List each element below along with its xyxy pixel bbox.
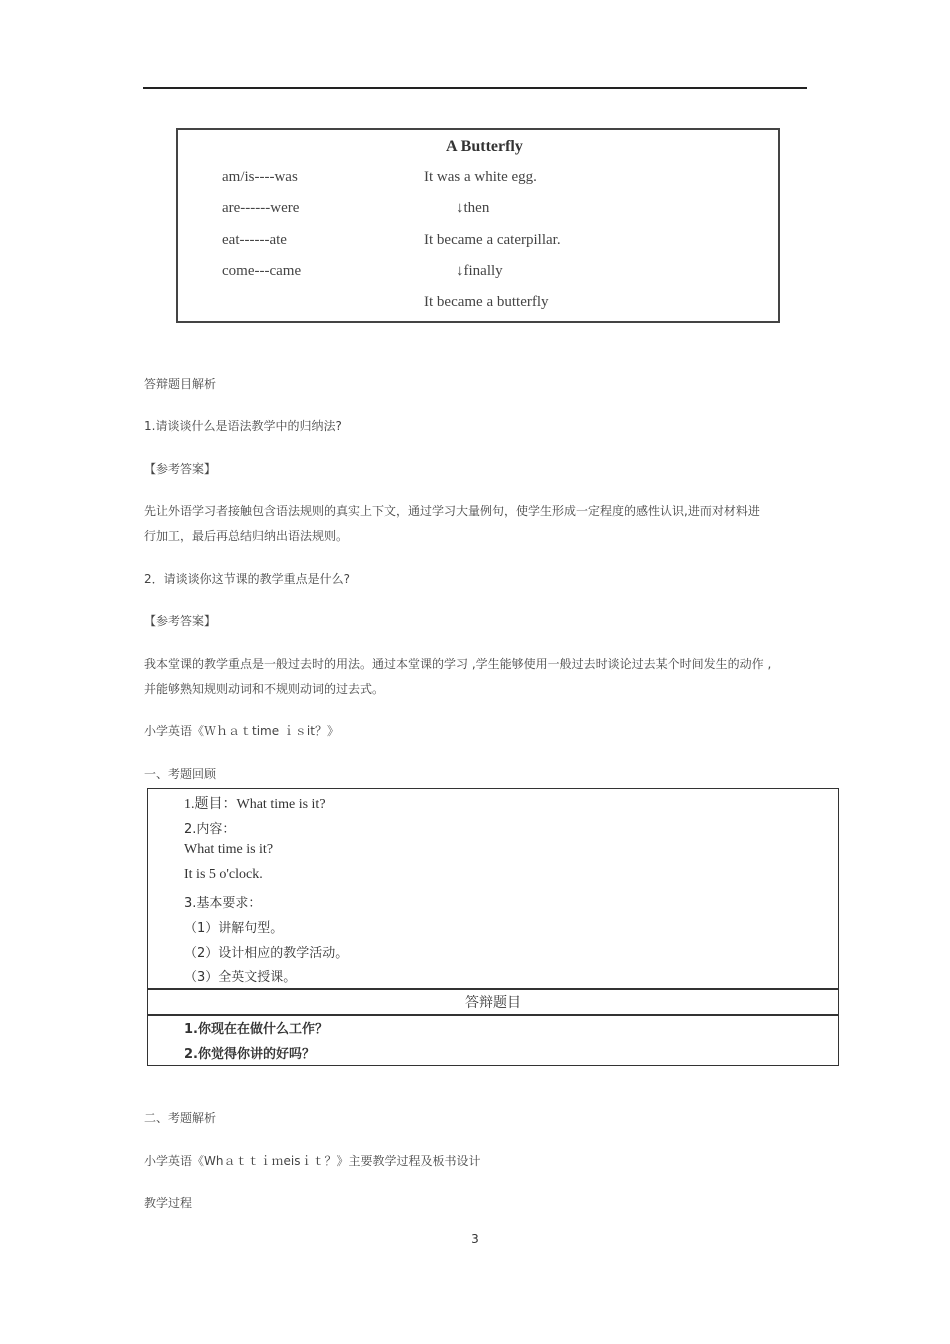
defense-question: 2.你觉得你讲的好吗？: [184, 1047, 315, 1062]
exam-requirement: （2）设计相应的教学活动。: [184, 946, 349, 961]
exam-requirements-label: 3.基本要求：: [184, 896, 262, 911]
lesson-title: 小学英语《Ｗｈａｔtime ｉｓit？》: [144, 724, 339, 738]
page-number: 3: [471, 1232, 479, 1246]
answer-1-line-1: 先让外语学习者接触包含语法规则的真实上下文，通过学习大量例句，使学生形成一定程度的感性认识,进而对材料进: [144, 504, 760, 518]
story-line: It was a white egg.: [424, 169, 537, 185]
exam-requirement: （3）全英文授课。: [184, 970, 297, 985]
verb-pair: eat------ate: [222, 232, 287, 248]
story-line: It became a caterpillar.: [424, 232, 561, 248]
exam-requirement: （1）讲解句型。: [184, 921, 284, 936]
lesson-process-title: 小学英语《Whａｔｔｉｍeisｉｔ？》主要教学过程及板书设计: [144, 1154, 481, 1168]
blackboard-design: [176, 128, 780, 323]
header-rule: [143, 87, 807, 89]
reference-answer-label: 【参考答案】: [144, 614, 217, 628]
table-divider: [148, 988, 838, 990]
answer-2-line-2: 并能够熟知规则动词和不规则动词的过去式。: [144, 682, 385, 696]
verb-pair: am/is----was: [222, 169, 298, 185]
table-divider: [148, 1014, 838, 1016]
question-1: 1.请谈谈什么是语法教学中的归纳法?: [144, 419, 342, 433]
section-heading-review: 一、考题回顾: [144, 767, 217, 781]
verb-pair: are------were: [222, 200, 300, 216]
exam-sentence: It is 5 o'clock.: [184, 867, 263, 882]
board-title: A Butterfly: [446, 138, 523, 155]
reference-answer-label: 【参考答案】: [144, 462, 217, 476]
exam-review-table: [147, 788, 839, 1066]
answer-2-line-1: 我本堂课的教学重点是一般过去时的用法。通过本堂课的学习 ,学生能够使用一般过去时谈论过去某个时间发生的动作 ,: [144, 657, 772, 671]
question-2: 2．请谈谈你这节课的教学重点是什么?: [144, 572, 351, 586]
exam-content-label: 2.内容：: [184, 822, 236, 837]
teaching-process-heading: 教学过程: [144, 1196, 193, 1210]
story-line: It became a butterfly: [424, 294, 549, 310]
story-arrow: ↓finally: [456, 263, 503, 279]
exam-topic: 1.题目：What time is it?: [184, 797, 326, 812]
defense-heading: 答辩题目解析: [144, 377, 217, 391]
section-heading-analysis: 二、考题解析: [144, 1111, 217, 1125]
story-arrow: ↓then: [456, 200, 490, 216]
verb-pair: come---came: [222, 263, 302, 279]
defense-questions-header: 答辩题目: [465, 995, 521, 1011]
defense-question: 1.你现在在做什么工作？: [184, 1022, 328, 1037]
answer-1-line-2: 行加工，最后再总结归纳出语法规则。: [144, 529, 349, 543]
exam-sentence: What time is it?: [184, 842, 274, 857]
